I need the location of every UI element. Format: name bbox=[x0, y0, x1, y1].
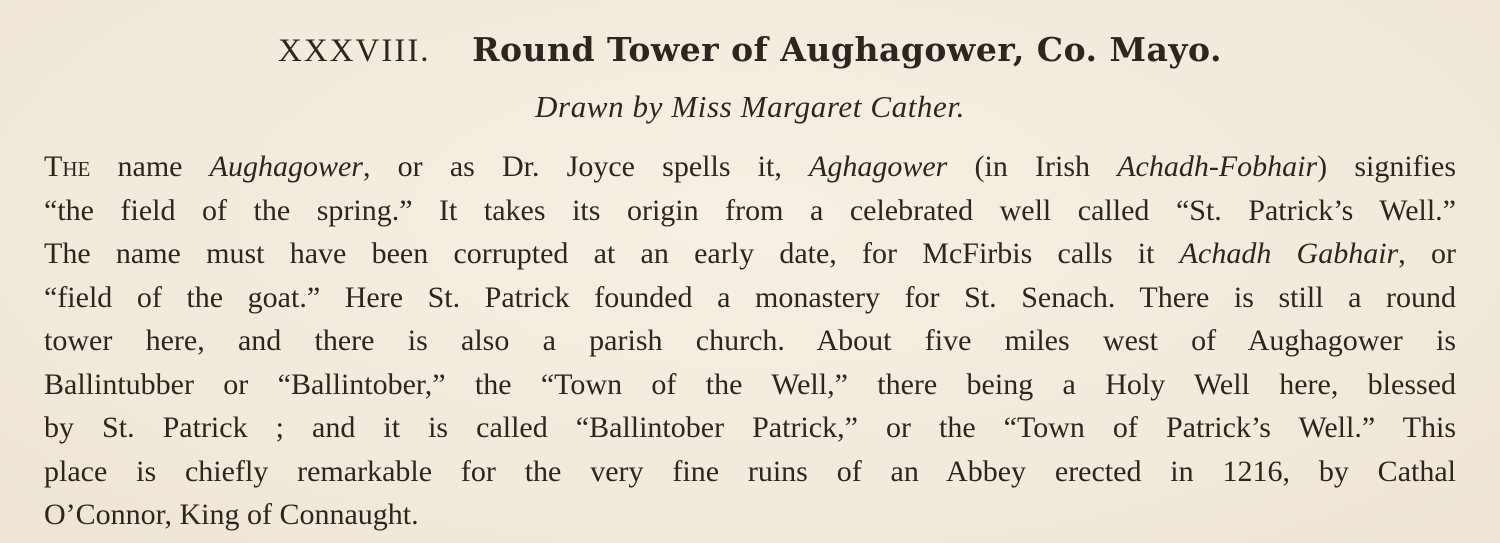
paragraph-text: tower here, and there is also a parish church. About five miles west of Aughagower is bbox=[44, 324, 1456, 357]
paragraph-text: , or bbox=[1398, 237, 1456, 270]
italic-term: Aghagower bbox=[809, 150, 948, 183]
paragraph-line bbox=[44, 232, 1456, 276]
paragraph-line bbox=[44, 363, 1456, 407]
paragraph-text: “field of the goat.” Here St. Patrick founded a monastery for St. Senach. There is still a round bbox=[44, 280, 1456, 314]
paragraph-text: (in Irish bbox=[947, 150, 1118, 183]
paragraph-text: “the field of the spring.” It takes its origin from a celebrated well called “St. Patrick’s Well.” bbox=[44, 193, 1456, 227]
body-paragraph bbox=[44, 145, 1456, 537]
paragraph-line bbox=[44, 319, 1456, 363]
paragraph-text: name bbox=[90, 150, 210, 183]
paragraph-text: by St. Patrick ; and it is called “Ballintober Patrick,” or the “Town of Patrick’s Well.” This bbox=[44, 411, 1456, 444]
plate-heading bbox=[44, 28, 1456, 73]
italic-term: Achadh-Fobhair bbox=[1117, 150, 1318, 183]
plate-title: Round Tower of Aughagower, Co. Mayo. bbox=[472, 30, 1222, 69]
paragraph-line bbox=[44, 406, 1456, 450]
paragraph-text: place is chiefly remarkable for the very fine ruins of an Abbey erected in 1216, by Cathal bbox=[44, 454, 1456, 488]
plate-number: XXXVIII. bbox=[278, 33, 431, 69]
paragraph-text: Ballintubber or “Ballintober,” the “Town of the Well,” there being a Holy Well here, blessed bbox=[44, 367, 1456, 401]
paragraph-text: , or as Dr. Joyce spells it, bbox=[362, 150, 810, 183]
paragraph-text: O’Connor, King of Connaught. bbox=[44, 498, 419, 531]
paragraph-line bbox=[44, 189, 1456, 233]
paragraph-text: ) signifies bbox=[1317, 150, 1456, 183]
plate-byline: Drawn by Miss Margaret Cather. bbox=[535, 89, 965, 124]
paragraph-line bbox=[44, 276, 1456, 320]
paragraph-text: The name must have been corrupted at an early date, for McFirbis calls it bbox=[44, 237, 1180, 270]
paragraph-line bbox=[44, 450, 1456, 494]
paragraph-line bbox=[44, 493, 1456, 537]
italic-term: Aughagower bbox=[209, 150, 363, 183]
italic-term: Achadh Gabhair bbox=[1179, 237, 1399, 270]
paragraph-line bbox=[44, 145, 1456, 189]
paragraph-text: The bbox=[44, 150, 91, 183]
